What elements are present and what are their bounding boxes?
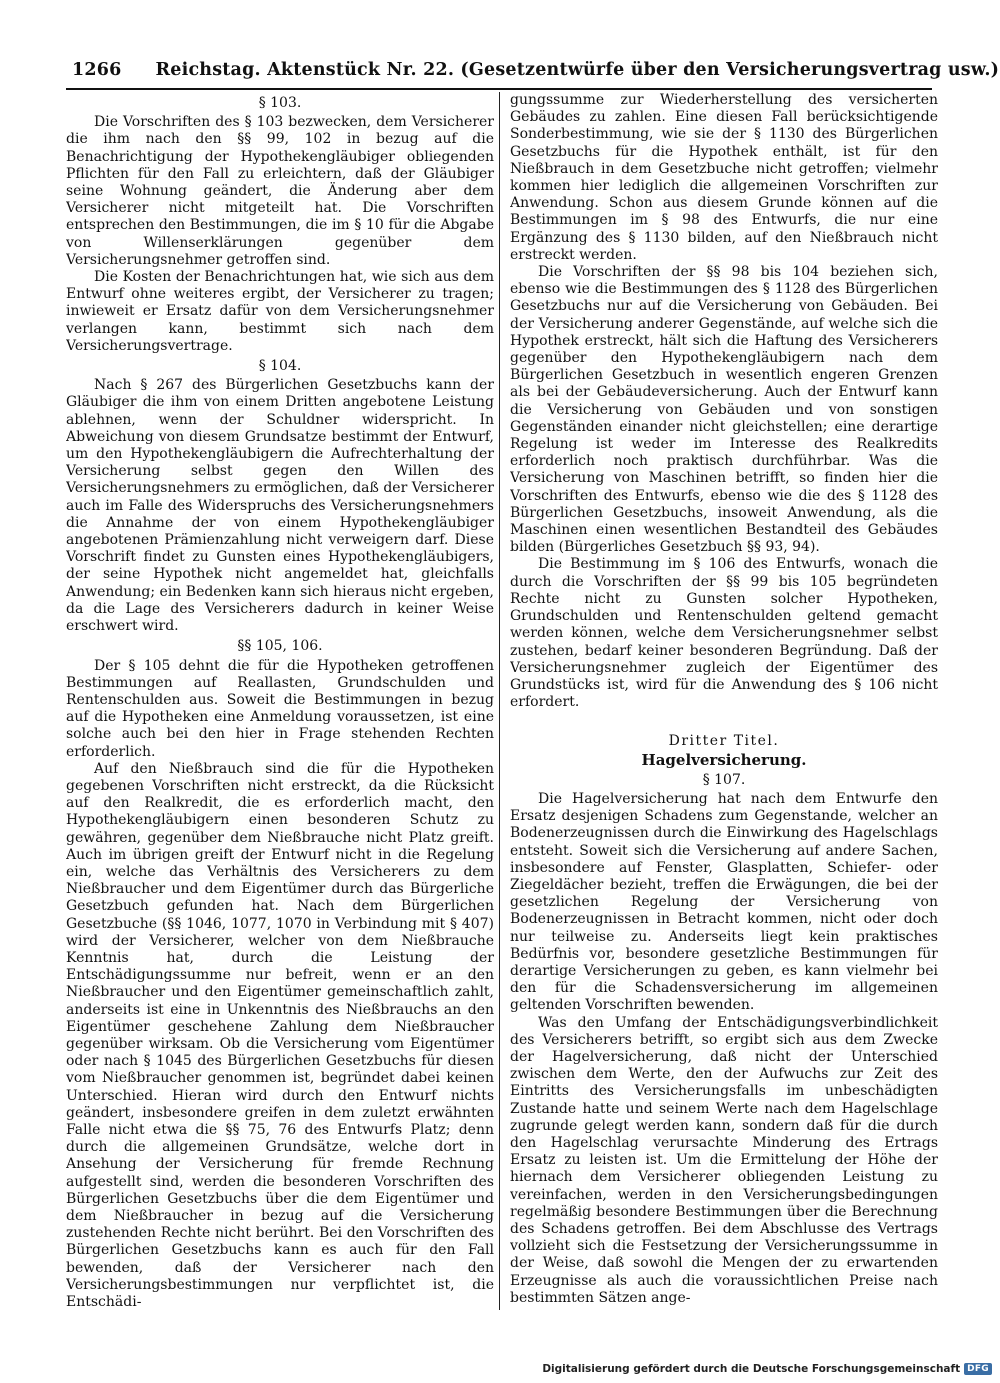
paragraph: Auf den Nießbrauch sind die für die Hypotheken gegebenen Vorschriften nicht erstreckt, da die Rücksicht auf den Realkredit, die es erforderlich macht, den Hypothekengläubigern einen besonderen Schutz zu gewähren, gegenüber dem Nießbrauche nicht Platz greift. Auch im übrigen greift der Entwurf nicht in die Regelung ein, welche das Verhältnis des Versicherers zu dem Nießbraucher und dem Eigentümer durch das Bürgerliche Gesetzbuch gefunden hat. Nach dem Bürgerlichen Gesetzbuche (§§ 1046, 1077, 1070 in Verbindung mit § 407) wird der Versicherer, welcher von dem Nießbrauche Kenntnis hat, durch die Leistung der Entschädigungssumme nur befreit, wenn er an den Nießbraucher und den Eigentümer gemeinschaftlich zahlt, anderseits ist eine in Unkenntnis des Nießbrauchs an den Eigentümer geschehene Zahlung dem Nießbraucher gegenüber wirksam. Ob die Versicherung vom Eigentümer oder nach § 1045 des Bürgerlichen Gesetzbuchs für diesen vom Nießbraucher genommen ist, begründet dabei keinen Unterschied. Hieran wird durch den Entwurf nichts geändert, insbesondere greifen in dem zuletzt erwähnten Falle nicht etwa die §§ 75, 76 des Entwurfs Platz; denn durch die allgemeinen Grundsätze, welche dort in Ansehung der Versicherung für fremde Rechnung aufgestellt sind, werden die besonderen Vorschriften des Bürgerlichen Gesetzbuchs über die dem Eigentümer und dem Nießbraucher in bezug auf die Versicherung zustehenden Rechte nicht berührt. Bei den Vorschriften des Bürgerlichen Gesetzbuchs kann es auch für den Fall bewenden, daß der Versicherer nach den Versicherungsbestimmungen nur verpflichtet ist, die Entschädi- — [66, 760, 494, 1311]
subtitle-heading: Hagelversicherung. — [641, 750, 807, 769]
paragraph-continued: gungssumme zur Wiederherstellung des versicherten Gebäudes zu zahlen. Eine diesen Fall berücksichtigende Sonderbestimmung, wie sie der § 1130 des Bürgerlichen Gesetzbuchs für die Hypothek enthält, ist für den Nießbrauch in dem Gesetzbuche nicht getroffen; vielmehr kommen hier lediglich die allgemeinen Vorschriften zur Anwendung. Schon aus diesem Grunde können auf die Bestimmungen im § 98 des Entwurfs, die nur eine Ergänzung des § 1130 bilden, auf den Nießbrauch nicht erstreckt werden. — [510, 92, 938, 263]
paragraph: Was den Umfang der Entschädigungsverbindlichkeit des Versicherers betrifft, so ergibt sich aus dem Zwecke der Hagelversicherung, daß nicht der Unterschied zwischen dem Werte, den der Aufwuchs zur Zeit des Eintritts des Versicherungsfalls im unbeschädigten Zustande hatte und seinem Werte nach dem Hagelschlage zugrunde gelegt werden kann, sondern daß für die durch den Hagelschlag verursachte Minderung des Ertrags Ersatz zu leisten ist. Um die Ermittelung der Höhe der hiernach dem Versicherer obliegenden Leistung zu vereinfachen, werden in den Versicherungsbedingungen regelmäßig besondere Bestimmungen über die Berechnung des Schadens getroffen. Bei dem Abschlusse des Vertrags vollzieht sich die Festsetzung der Versicherungssumme in der Weise, daß sowohl die Mengen der zu erwartenden Erzeugnisse als auch die voraussichtlichen Preise nach bestimmten Sätzen ange- — [510, 1014, 938, 1306]
section-heading-107: § 107. — [702, 771, 746, 788]
paragraph: Die Kosten der Benachrichtungen hat, wie sich aus dem Entwurf ohne weiteres ergibt, der Versicherer zu tragen; inwieweit er Ersatz dafür von dem Versicherungsnehmer verlangen kann, bestimmt sich nach dem Versicherungsvertrage. — [66, 269, 494, 354]
left-column — [66, 92, 494, 1312]
paragraph: Der § 105 dehnt die für die Hypotheken getroffenen Bestimmungen auf Reallasten, Grundschulden und Rentenschulden aus. Soweit die Bestimmungen in bezug auf die Hypotheken eine Anmeldung voraussetzen, ist eine solche auch bei den hier in Frage stehenden Rechten erforderlich. — [66, 657, 494, 760]
paragraph: Die Vorschriften der §§ 98 bis 104 beziehen sich, ebenso wie die Bestimmungen des § 1128 des Bürgerlichen Gesetzbuchs nur auf die Versicherung von Gebäuden. Bei der Versicherung anderer Gegenstände, auf welche sich die Hypothek erstreckt, hält sich die Haftung des Versicherers gegenüber den Hypothekengläubigern nach dem Bürgerlichen Gesetzbuch in wesentlich engeren Grenzen als bei der Gebäudeversicherung. Auch der Entwurf kann die Versicherung von Gebäuden und von sonstigen Gegenständen einander nicht gleichstellen; eine derartige Regelung ist weder im Interesse des Realkredits erforderlich noch praktisch durchführbar. Was die Versicherung von Maschinen betrifft, so finden hier die Vorschriften des Entwurfs, ebenso wie die des § 1128 des Bürgerlichen Gesetzbuchs, insoweit Anwendung, als die Maschinen einen wesentlichen Bestandteil des Gebäudes bilden (Bürgerliches Gesetzbuch §§ 93, 94). — [510, 264, 938, 556]
section-heading-105-106: §§ 105, 106. — [237, 638, 323, 655]
paragraph: Die Bestimmung im § 106 des Entwurfs, wonach die durch die Vorschriften der §§ 99 bis 105 begründeten Rechte nicht zu Gunsten solcher Hypotheken, Grundschulden und Rentenschulden geltend gemacht werden können, welche dem Versicherungsnehmer selbst zustehen, bedarf keiner besonderen Begründung. Daß der Versicherungsnehmer zugleich der Eigentümer des Grundstücks ist, wird für die Anwendung des § 106 nicht erfordert. — [510, 556, 938, 711]
header-rule — [66, 88, 932, 90]
section-heading-104: § 104. — [258, 358, 302, 375]
digitization-credit — [542, 1363, 992, 1375]
dfg-logo: DFG — [964, 1363, 992, 1375]
paragraph: Die Vorschriften des § 103 bezwecken, dem Versicherer die ihm nach den §§ 99, 102 in bezug auf die Benachrichtigung der Hypothekengläubiger obliegenden Pflichten für den Fall zu erleichtern, daß der Gläubiger seine Wohnung geändert, die Änderung aber dem Versicherer nicht mitgeteilt hat. Die Vorschriften entsprechen den Bestimmungen, die im § 10 für die Abgabe von Willenserklärungen gegenüber dem Versicherungsnehmer getroffen sind. — [66, 114, 494, 268]
running-title: Reichstag. Aktenstück Nr. 22. (Gesetzentwürfe über den Versicherungsvertrag usw.) — [155, 60, 1000, 80]
section-heading-103: § 103. — [258, 95, 302, 111]
page-header — [72, 60, 1000, 80]
page-number: 1266 — [72, 60, 122, 80]
paragraph: Nach § 267 des Bürgerlichen Gesetzbuchs kann der Gläubiger die ihm von einem Dritten angebotene Leistung ablehnen, wenn der Schuldner widerspricht. In Abweichung von diesem Grundsatze bestimmt der Entwurf, um den Hypothekengläubigern die Aufrechterhaltung der Versicherung selbst gegen den Willen des Versicherungsnehmers zu ermöglichen, daß der Versicherer auch im Falle des Widerspruchs des Versicherungsnehmers die Annahme der von einem Hypothekengläubiger angebotenen Prämienzahlung nicht verweigern darf. Diese Vorschrift findet zu Gunsten eines Hypothekengläubigers, der seine Hypothek nicht angemeldet hat, gleichfalls Anwendung; ein Bedenken kann sich hieraus nicht ergeben, da die Lage des Versicherers dadurch in keiner Weise erschwert wird. — [66, 377, 494, 635]
column-divider — [499, 92, 500, 1310]
right-column — [510, 92, 938, 1312]
title-heading: Dritter Titel. — [668, 733, 780, 750]
credit-text: Digitalisierung gefördert durch die Deutsche Forschungsgemeinschaft — [542, 1363, 961, 1375]
paragraph: Die Hagelversicherung hat nach dem Entwurfe den Ersatz desjenigen Schadens zum Gegenstande, welcher an Bodenerzeugnissen durch die Einwirkung des Hagelschlags entsteht. Soweit sich die Versicherung auf andere Sachen, insbesondere auf Fenster, Glasplatten, Schiefer- oder Ziegeldächer bezieht, treffen die Erwägungen, die bei der gesetzlichen Regelung der Versicherung von Bodenerzeugnissen in Betracht kommen, nicht oder doch nur teilweise zu. Anderseits liegt kein praktisches Bedürfnis vor, besondere gesetzliche Bestimmungen für derartige Versicherungen zu geben, es kann vielmehr bei den für die Schadensversicherung im allgemeinen geltenden Vorschriften bewenden. — [510, 790, 938, 1014]
